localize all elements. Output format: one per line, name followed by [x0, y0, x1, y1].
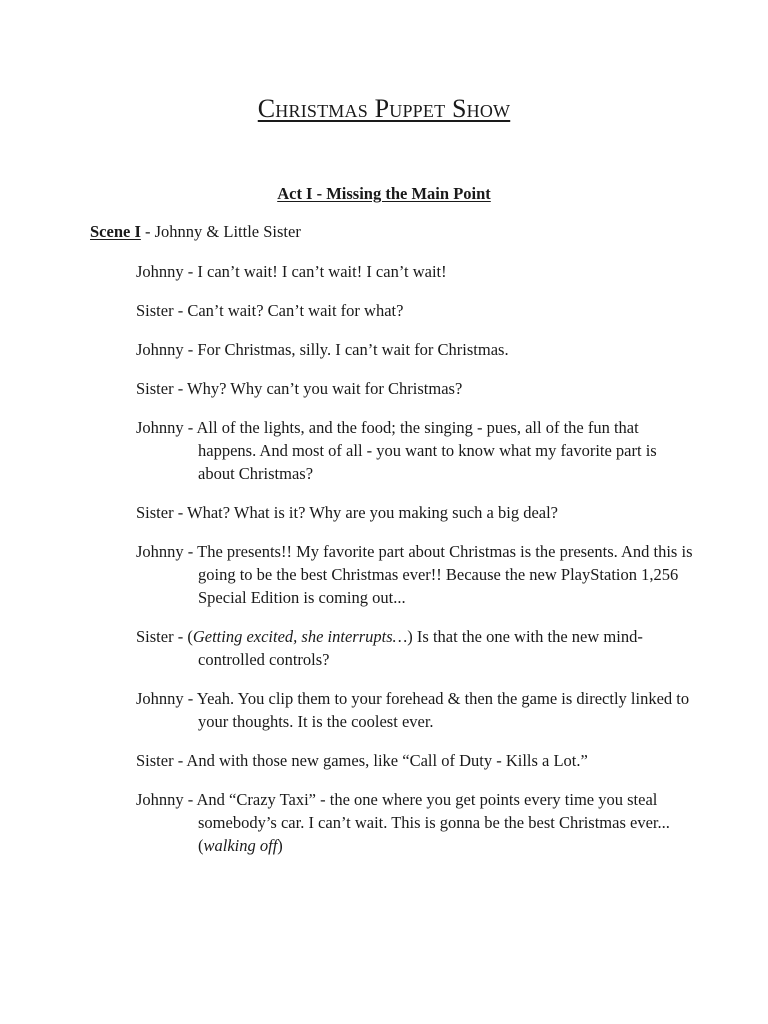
- dialogue-line: Sister - Why? Why can’t you wait for Christmas?: [136, 379, 463, 398]
- dialogue-text: ): [277, 836, 283, 855]
- dialogue-line: Sister - And with those new games, like “Call of Duty - Kills a Lot.”: [136, 751, 588, 770]
- dialogue-line: [136, 788, 696, 857]
- page-title: Christmas Puppet Show: [257, 94, 511, 123]
- scene-description: - Johnny & Little Sister: [140, 222, 301, 241]
- dialogue-text: ) Is that the one with the new mind-controlled controls?: [198, 627, 643, 669]
- dialogue-line: Johnny - Yeah. You clip them to your forehead & then the game is directly linked to your thoughts. It is the coolest ever.: [136, 689, 690, 731]
- stage-direction: walking off: [203, 836, 278, 855]
- scene-heading: [90, 221, 301, 243]
- dialogue-line: Johnny - For Christmas, silly. I can’t wait for Christmas.: [136, 340, 509, 359]
- dialogue-text: Sister - (: [136, 627, 193, 646]
- dialogue-line: Sister - What? What is it? Why are you making such a big deal?: [136, 503, 559, 522]
- dialogue-line: [136, 625, 696, 671]
- dialogue-line: Johnny - I can’t wait! I can’t wait! I can’t wait!: [136, 262, 447, 281]
- dialogue-text: Johnny - And “Crazy Taxi” - the one where you get points every time you steal somebody’s car. I can’t wait. This is gonna be the best Christmas ever... (: [136, 790, 670, 855]
- stage-direction: Getting excited, she interrupts…: [192, 627, 408, 646]
- dialogue-line: Johnny - All of the lights, and the food; the singing - pues, all of the fun that happens. And most of all - you want to know what my favorite part is about Christmas?: [136, 418, 657, 483]
- dialogue-list: [136, 260, 696, 857]
- act-heading: Act I - Missing the Main Point: [277, 184, 491, 203]
- dialogue-line: Johnny - The presents!! My favorite part about Christmas is the presents. And this is going to be the best Christmas ever!! Because the new PlayStation 1,256 Special Edition is coming out...: [136, 542, 693, 607]
- scene-label: Scene I: [90, 222, 141, 241]
- dialogue-line: Sister - Can’t wait? Can’t wait for what?: [136, 301, 404, 320]
